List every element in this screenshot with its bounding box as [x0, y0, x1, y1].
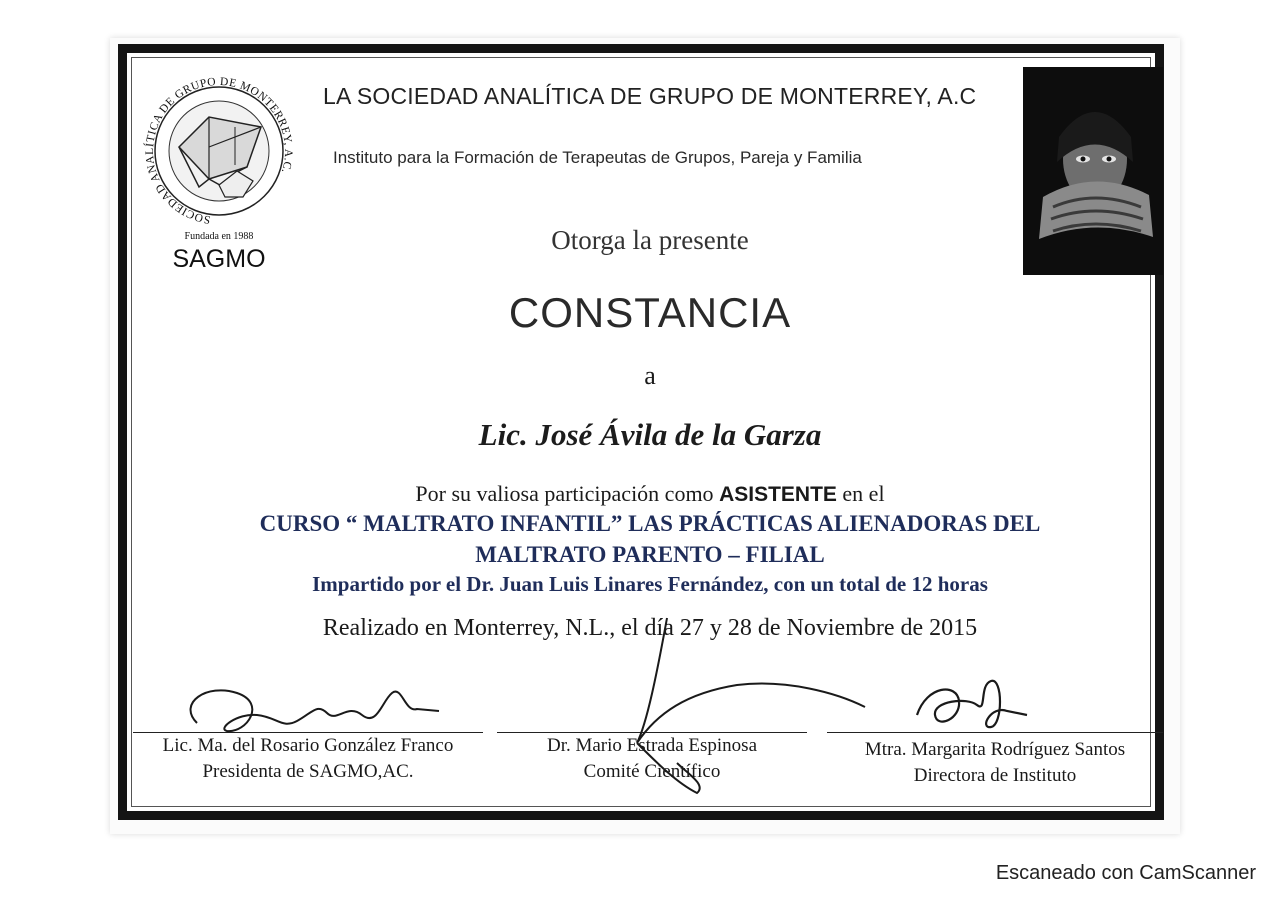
- grants-text: Otorga la presente: [551, 225, 749, 255]
- participation-suffix: en el: [842, 481, 885, 506]
- certificate-frame: [118, 44, 1164, 820]
- participation-prefix: Por su valiosa participación como: [415, 481, 714, 506]
- signature-line-3: [827, 732, 1163, 733]
- signatory-2-name: Dr. Mario Estrada Espinosa: [546, 735, 757, 756]
- signatory-1-role: Presidenta de SAGMO,AC.: [202, 761, 414, 782]
- signatory-3-role: Directora de Instituto: [913, 765, 1077, 786]
- signature-line-2: [497, 732, 807, 733]
- signatory-2-role: Comité Científico: [583, 761, 721, 782]
- recipient-name: Lic. José Ávila de la Garza: [478, 417, 822, 452]
- organization-title: LA SOCIEDAD ANALÍTICA DE GRUPO DE MONTERREY, A.C: [323, 83, 977, 109]
- signatory-1-name: Lic. Ma. del Rosario González Franco: [162, 735, 454, 756]
- seal-acronym: SAGMO: [172, 245, 266, 273]
- seal-ring-text: SOCIEDAD ANALÍTICA DE GRUPO DE MONTERREY, A.C.: [144, 75, 295, 226]
- scanner-watermark-text: Escaneado con CamScanner: [995, 862, 1256, 884]
- participation-line: [127, 481, 1173, 507]
- signature-line-1: [133, 732, 483, 733]
- participation-role: ASISTENTE: [719, 483, 837, 506]
- institute-subtitle: Instituto para la Formación de Terapeutas de Grupos, Pareja y Familia: [333, 148, 862, 167]
- date-place-line: Realizado en Monterrey, N.L., el día 27 y 28 de Noviembre de 2015: [322, 615, 978, 641]
- course-title-line-2: MALTRATO PARENTO – FILIAL: [475, 542, 825, 567]
- certificate-title: CONSTANCIA: [508, 289, 792, 336]
- seal-founded: Fundada en 1988: [184, 231, 254, 242]
- signatory-3-name: Mtra. Margarita Rodríguez Santos: [864, 739, 1126, 760]
- course-title-line-1: CURSO “ MALTRATO INFANTIL” LAS PRÁCTICAS ALIENADORAS DEL: [259, 511, 1041, 536]
- taught-by-line: Impartido por el Dr. Juan Luis Linares Fernández, con un total de 12 horas: [312, 572, 988, 596]
- to-text: a: [644, 361, 656, 390]
